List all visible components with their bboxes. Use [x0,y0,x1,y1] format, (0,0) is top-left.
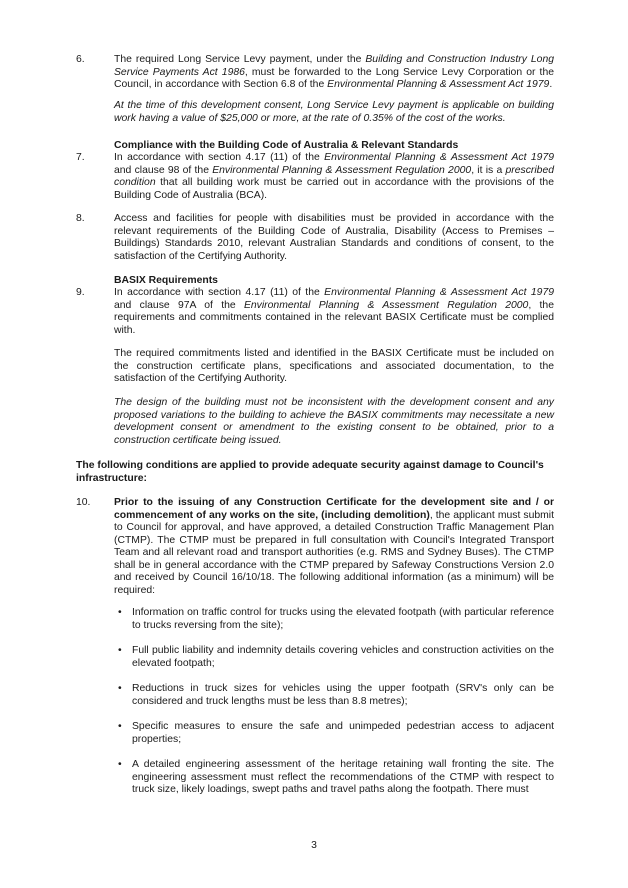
list-item: A detailed engineering assessment of the heritage retaining wall fronting the site. The engineering assessment must reflect the recommendations of the CTMP with respect to truck size, likely loadings, swept paths and travel paths along the footpath. There must [132,759,554,795]
condition-9-paragraph-3: The design of the building must not be inconsistent with the development consent and any proposed variations to the building to achieve the BASIX commitments may necessitate a new development consent or amendment to the existing consent to be obtained, prior to a construction certificate being issued. [114,397,554,446]
section-heading-security: The following conditions are applied to provide adequate security against damage to Council's infrastructure: [76,460,544,484]
text-run: , the applicant must submit to Council for approval, and have approved, a detailed Construction Traffic Management Plan (CTMP). The CTMP must be prepared in full consultation with Council's Integrated Transport Team and all relevant road and transport authorities (e.g. RMS and Sydney Buses). The CTMP shall be in general accordance with the CTMP prepared by Safeway Constructions Version 2.0 and received by Council 16/10/18. The following additional information (as a minimum) will be required: [114,509,554,596]
condition-number: 7. [76,152,85,163]
condition-6-note: At the time of this development consent, Long Service Levy payment is applicable on building work having a value of $25,000 or more, at the rate of 0.35% of the cost of the works. [114,100,554,124]
condition-7-paragraph [114,152,554,202]
bold-lead: Prior to the issuing of any Construction Certificate for the development site and / or commencement of any works on the site, (including demolition) [114,497,554,521]
condition-9-paragraph-2: The required commitments listed and identified in the BASIX Certificate must be included on the construction certificate plans, specifications and associated documentation, to the satisfaction of the Certifying Authority. [114,348,554,384]
text-run: , the requirements and commitments contained in the relevant BASIX Certificate must be complied with. [114,299,554,336]
bullet-icon: • [118,607,122,618]
text-run: , must be forwarded to the Long Service Levy Corporation or the Council, in accordance with Section 6.8 of the [114,66,555,90]
act-title: Environmental Planning & Assessment Act 1979 [324,287,554,298]
text-run: , it is a [471,164,506,176]
list-item: Information on traffic control for trucks using the elevated footpath (with particular reference to trucks reversing from the site); [132,607,554,631]
list-item: Full public liability and indemnity details covering vehicles and construction activities on the elevated footpath; [132,645,554,669]
condition-number: 6. [76,54,85,65]
prescribed-condition-term: prescribed condition [114,164,554,188]
list-item: Specific measures to ensure the safe and unimpeded pedestrian access to adjacent properties; [132,721,554,745]
list-item: Reductions in truck sizes for vehicles using the upper footpath (SRV's only can be considered and truck lengths must be less than 8.8 metres); [132,683,554,707]
text-run: . [549,79,553,90]
text-run: In accordance with section 4.17 (11) of the [114,287,325,298]
act-title: Environmental Planning & Assessment Act 1979 [324,152,554,163]
text-run: and clause 98 of the [114,164,213,176]
condition-10-paragraph [114,497,554,597]
bullet-icon: • [118,683,122,694]
text-run: In accordance with section 4.17 (11) of the [114,152,325,163]
condition-6-paragraph [114,54,554,92]
bullet-icon: • [118,645,122,656]
regulation-title: Environmental Planning & Assessment Regulation 2000 [243,299,529,311]
condition-8-paragraph: Access and facilities for people with disabilities must be provided in accordance with the relevant requirements of the Building Code of Australia, Disability (Access to Premises – Buildings) Standards 2010, relevant Australian Standards and conditions of consent, to the satisfaction of the Certifying Authority. [114,213,554,262]
text-run: and clause 97A of the [114,299,244,311]
section-heading-bca: Compliance with the Building Code of Australia & Relevant Standards [114,140,459,151]
condition-number: 9. [76,287,85,298]
text-run: The required Long Service Levy payment, under the [114,54,366,65]
page-number: 3 [311,840,317,851]
regulation-title: Environmental Planning & Assessment Regulation 2000 [212,164,472,176]
bullet-icon: • [118,759,122,770]
bullet-icon: • [118,721,122,732]
condition-number: 10. [76,497,91,508]
condition-number: 8. [76,213,85,224]
condition-9-paragraph [114,287,554,337]
text-run: that all building work must be carried out in accordance with the provisions of the Building Code of Australia (BCA). [114,177,554,201]
act-title: Environmental Planning & Assessment Act 1979 [327,79,550,90]
section-heading-basix: BASIX Requirements [114,275,218,286]
act-title: Building and Construction Industry Long Service Payments Act 1986 [114,54,555,78]
